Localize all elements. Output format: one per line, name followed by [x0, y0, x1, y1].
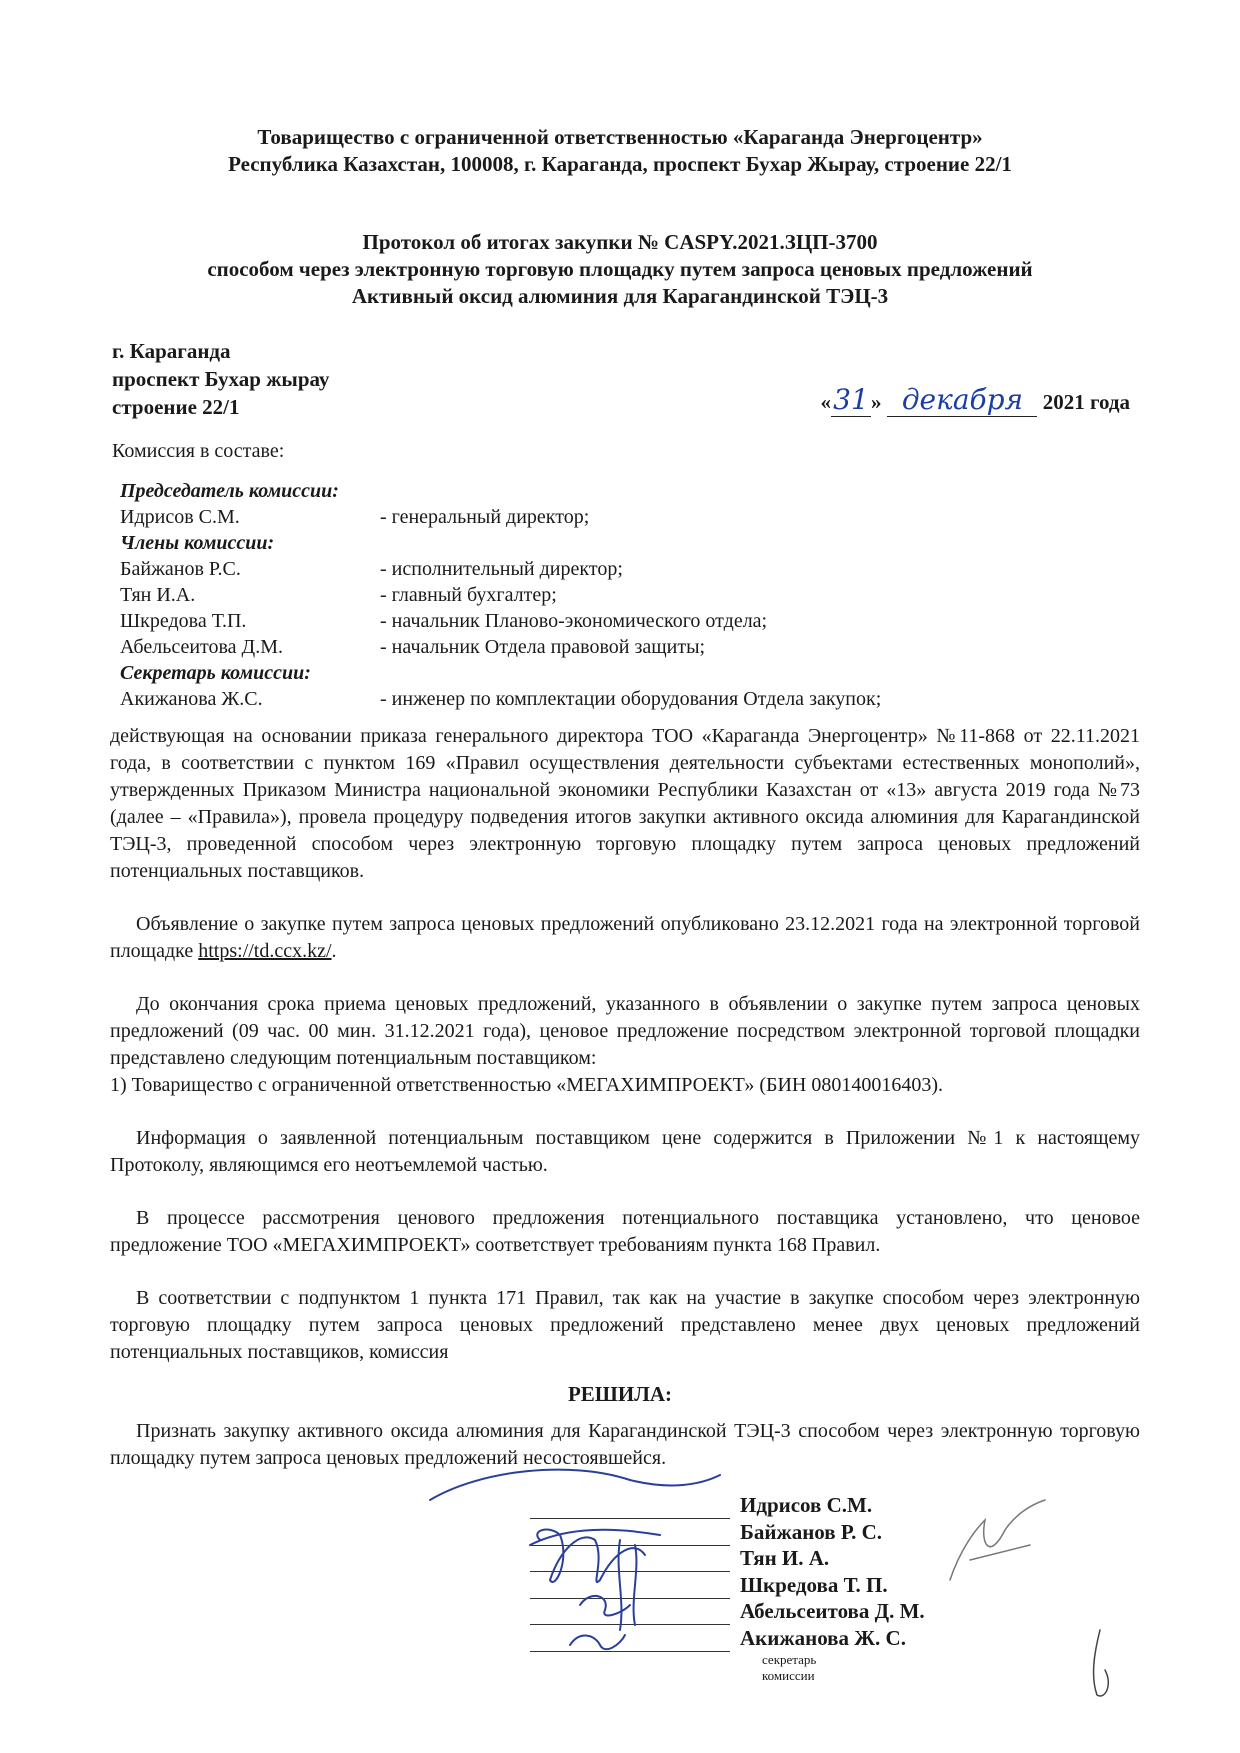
- member-name: Тян И.А.: [120, 584, 196, 606]
- protocol-title: Протокол об итогах закупки № CASPY.2021.ЗЦП-3700: [362, 230, 878, 254]
- member-position: - инженер по комплектации оборудования Отдела закупок;: [380, 688, 882, 710]
- list-item: [120, 504, 881, 530]
- paragraph-price-info: Информация о заявленной потенциальным поставщиком цене содержится в Приложении №1 к настоящему Протоколу, являющимся его неотъемлемой частью.: [110, 1127, 1140, 1176]
- announcement-text: Объявление о закупке путем запроса ценовых предложений опубликовано 23.12.2021 года на электронной торговой площадке: [110, 913, 1140, 962]
- signatory-name: Абельсеитова Д. М.: [740, 1599, 925, 1623]
- handwritten-mark: [1075, 1625, 1125, 1705]
- date-open-quote: «: [820, 390, 831, 414]
- date-close-quote: »: [870, 390, 882, 414]
- protocol-subject: Активный оксид алюминия для Карагандинской ТЭЦ-3: [351, 284, 889, 308]
- paragraph-review: В процессе рассмотрения ценового предложения потенциального поставщика установлено, что ценовое предложение ТОО «МЕГАХИМПРОЕКТ» соответствует требованиям пункта 168 Правил.: [110, 1207, 1140, 1256]
- supplier-item: 1) Товарищество с ограниченной ответственностью «МЕГАХИМПРОЕКТ» (БИН 080140016403).: [110, 1074, 944, 1096]
- platform-link[interactable]: https://td.ccx.kz/: [198, 940, 332, 962]
- signatory-name: Шкредова Т. П.: [740, 1572, 888, 1597]
- chair-label: Председатель комиссии:: [120, 480, 339, 502]
- list-item: [120, 634, 881, 660]
- member-name: Байжанов Р.С.: [120, 558, 241, 580]
- place-city: г. Караганда: [112, 339, 231, 363]
- header-org-line: Товарищество с ограниченной ответственностью «Караганда Энергоцентр»: [257, 125, 983, 149]
- signatory-name: Идрисов С.М.: [740, 1493, 873, 1517]
- member-position: - генеральный директор;: [380, 506, 590, 528]
- list-item: [120, 686, 881, 712]
- signature-line: [530, 1518, 730, 1519]
- paragraph-deadline: До окончания срока приема ценовых предложений, указанного в объявлении о закупке путем запроса ценовых предложений (09 час. 00 мин. 31.12.2021 года), ценовое предложение посредством электронной торговой площадки представлено следующим потенциальным поставщиком:: [110, 993, 1140, 1069]
- member-position: - начальник Отдела правовой защиты;: [380, 636, 706, 658]
- paragraph-grounds: В соответствии с подпунктом 1 пункта 171 Правил, так как на участие в закупке способом через электронную торговую площадку путем запроса ценовых предложений представлено менее двух ценовых предложений потенциальных поставщиков, комиссия: [110, 1287, 1140, 1363]
- secretary-caption: секретарь комиссии: [762, 1652, 817, 1683]
- member-name: Идрисов С.М.: [120, 506, 240, 528]
- date-year: 2021 года: [1042, 390, 1130, 414]
- member-name: Абельсеитова Д.М.: [120, 636, 283, 658]
- signature-line: [530, 1651, 730, 1652]
- member-position: - исполнительный директор;: [380, 558, 623, 580]
- header-address-line: Республика Казахстан, 100008, г. Караганда, проспект Бухар Жырау, строение 22/1: [228, 152, 1012, 176]
- place-building: строение 22/1: [112, 395, 240, 419]
- date-day: 31: [831, 383, 871, 417]
- commission-members: [120, 478, 881, 712]
- handwritten-signature: [930, 1490, 1060, 1600]
- commission-intro: Комиссия в составе:: [112, 440, 285, 462]
- members-label: Члены комиссии:: [120, 532, 275, 554]
- place-block: [112, 337, 329, 421]
- list-item: [120, 556, 881, 582]
- list-item: [120, 608, 881, 634]
- member-position: - главный бухгалтер;: [380, 584, 557, 606]
- signature-line: [530, 1598, 730, 1599]
- list-item: [120, 582, 881, 608]
- document-date: [820, 383, 1130, 417]
- signature-line: [530, 1545, 730, 1546]
- paragraph-announcement: [110, 911, 1140, 965]
- member-name: Шкредова Т.П.: [120, 610, 247, 632]
- signatory-name: Байжанов Р. С.: [740, 1519, 882, 1544]
- secretary-label: Секретарь комиссии:: [120, 662, 311, 684]
- signatory-name: Тян И. А.: [740, 1546, 830, 1570]
- signatory-name: Акижанова Ж. С.: [740, 1625, 906, 1650]
- signatory-names: [740, 1492, 925, 1651]
- member-position: - начальник Планово-экономического отдела;: [380, 610, 768, 632]
- signature-line: [530, 1571, 730, 1572]
- announcement-end: .: [331, 940, 337, 962]
- member-name: Акижанова Ж.С.: [120, 688, 263, 710]
- paragraph-decision: Признать закупку активного оксида алюминия для Карагандинской ТЭЦ-3 способом через электронную торговую площадку путем запроса ценовых предложений несостоявшейся.: [110, 1420, 1140, 1469]
- decision-heading: РЕШИЛА:: [567, 1382, 673, 1406]
- place-street: проспект Бухар жырау: [112, 367, 330, 391]
- date-month: декабря: [887, 383, 1037, 417]
- signature-line: [530, 1624, 730, 1625]
- protocol-method: способом через электронную торговую площадку путем запроса ценовых предложений: [207, 257, 1033, 281]
- paragraph-basis: действующая на основании приказа генерального директора ТОО «Караганда Энергоцентр» №11-868 от 22.11.2021 года, в соответствии с пунктом 169 «Правил осуществления деятельности субъектами естественных монополий», утвержденных Приказом Министра национальной экономики Республики Казахстан от «13» августа 2019 года №73 (далее – «Правила»), провела процедуру подведения итогов закупки активного оксида алюминия для Карагандинской ТЭЦ-3, проведенной способом через электронную торговую площадку путем запроса ценовых предложений потенциальных поставщиков.: [110, 725, 1140, 882]
